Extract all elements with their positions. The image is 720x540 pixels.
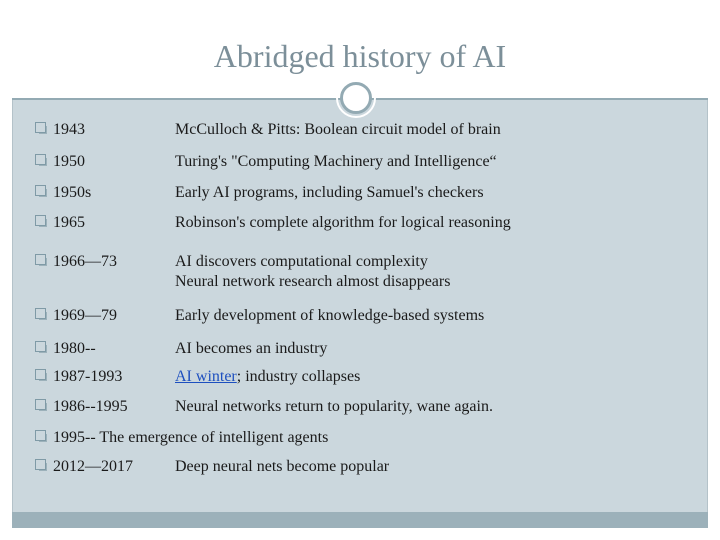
row-description: Robinson's complete algorithm for logical reasoning	[175, 214, 511, 231]
row-description: AI discovers computational complexity	[175, 253, 428, 270]
ai-winter-link[interactable]: AI winter	[175, 368, 237, 385]
ring-decoration-icon	[340, 82, 372, 114]
row-full-text: 1995-- The emergence of intelligent agents	[53, 429, 329, 446]
row-description: Early development of knowledge-based systems	[175, 307, 485, 324]
square-bullet-icon	[35, 154, 46, 165]
row-description: Turing's "Computing Machinery and Intelligence“	[175, 153, 497, 170]
row-year: 1943	[53, 121, 85, 138]
square-bullet-icon	[35, 459, 46, 470]
row-year: 1969—79	[53, 307, 117, 324]
row-year: 1966—73	[53, 253, 117, 270]
row-description: McCulloch & Pitts: Boolean circuit model of brain	[175, 121, 501, 138]
square-bullet-icon	[35, 254, 46, 265]
row-year: 1950	[53, 153, 85, 170]
square-bullet-icon	[35, 215, 46, 226]
row-description	[175, 367, 360, 387]
row-year: 2012—2017	[53, 458, 133, 475]
row-description-second-line: Neural network research almost disappears	[175, 273, 451, 290]
square-bullet-icon	[35, 185, 46, 196]
square-bullet-icon	[35, 399, 46, 410]
row-year: 1987-1993	[53, 368, 123, 385]
row-description: Neural networks return to popularity, wane again.	[175, 398, 493, 415]
row-description: AI becomes an industry	[175, 340, 328, 357]
slide-title: Abridged history of AI	[213, 38, 507, 74]
square-bullet-icon	[35, 341, 46, 352]
row-year: 1965	[53, 214, 85, 231]
row-description: Deep neural nets become popular	[175, 458, 390, 475]
square-bullet-icon	[35, 122, 46, 133]
square-bullet-icon	[35, 369, 46, 380]
square-bullet-icon	[35, 308, 46, 319]
row-year: 1950s	[53, 184, 92, 201]
row-year: 1980--	[53, 340, 96, 357]
square-bullet-icon	[35, 430, 46, 441]
row-year: 1986--1995	[53, 398, 128, 415]
row-description: Early AI programs, including Samuel's checkers	[175, 184, 484, 201]
row-description-rest: ; industry collapses	[236, 368, 361, 385]
footer-bar	[12, 512, 708, 528]
